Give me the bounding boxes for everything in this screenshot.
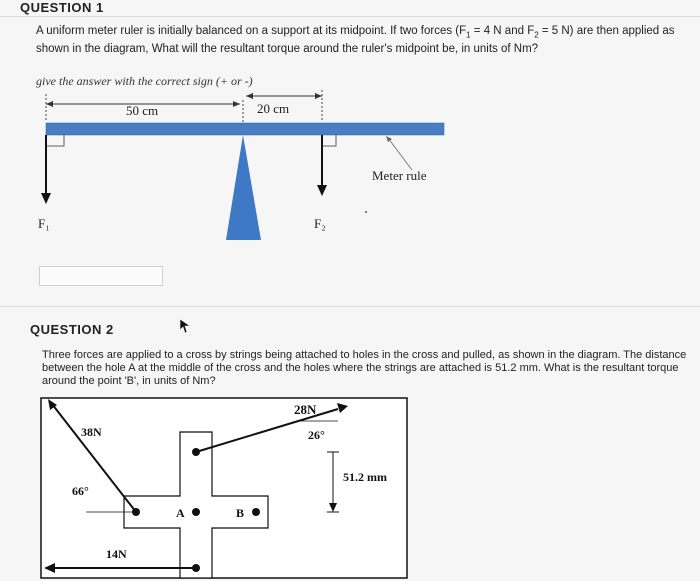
label-meter-rule: Meter rule	[372, 168, 427, 183]
question2-divider	[0, 306, 700, 307]
question2-text: Three forces are applied to a cross by strings being attached to holes in the cross and pulled, as shown in the diagram. The distance between the hole A at the middle of the cross and the holes where the strings are attached is 51.2 mm. What is the resultant torque around the point 'B', in units of Nm?	[42, 349, 687, 387]
force-f1-arrow	[41, 135, 64, 204]
label-38n: 38N	[81, 425, 102, 439]
mouse-cursor-icon	[178, 318, 192, 334]
dimension-20cm	[246, 90, 322, 122]
label-b: B	[236, 506, 245, 520]
support-triangle	[226, 135, 261, 240]
hole-b	[252, 508, 260, 516]
label-f2: F₂	[314, 216, 326, 231]
label-26deg: 26°	[308, 428, 325, 442]
question1-title: QUESTION 1	[20, 0, 104, 15]
label-f1: F₁	[38, 216, 50, 231]
question1-text: A uniform meter ruler is initially balanced on a support at its midpoint. If two forces ($F_1 = 4$ N and $F_2 = 5$ N) are then applied as shown in the diagram, What will the resultant torque around the ruler's midpoint be, in units of Nm?	[36, 25, 675, 56]
label-51mm: 51.2 mm	[343, 470, 387, 484]
question2-title: QUESTION 2	[30, 322, 114, 337]
force-f2-arrow	[317, 135, 336, 196]
question1-diagram	[0, 88, 700, 248]
question1-divider	[0, 16, 700, 17]
question2-diagram	[0, 394, 700, 581]
question1-hint: give the answer with the correct sign (+ or -)	[36, 74, 253, 88]
label-14n: 14N	[106, 547, 127, 561]
meter-ruler	[46, 123, 444, 135]
label-20cm: 20 cm	[257, 101, 290, 116]
dimension-50cm	[46, 94, 243, 122]
hole-a	[192, 508, 200, 516]
question1-answer-input[interactable]	[39, 266, 163, 286]
label-a: A	[176, 506, 185, 520]
meter-rule-pointer	[388, 138, 412, 170]
label-28n: 28N	[294, 402, 317, 417]
label-50cm: 50 cm	[126, 103, 159, 118]
label-66deg: 66°	[72, 484, 89, 498]
